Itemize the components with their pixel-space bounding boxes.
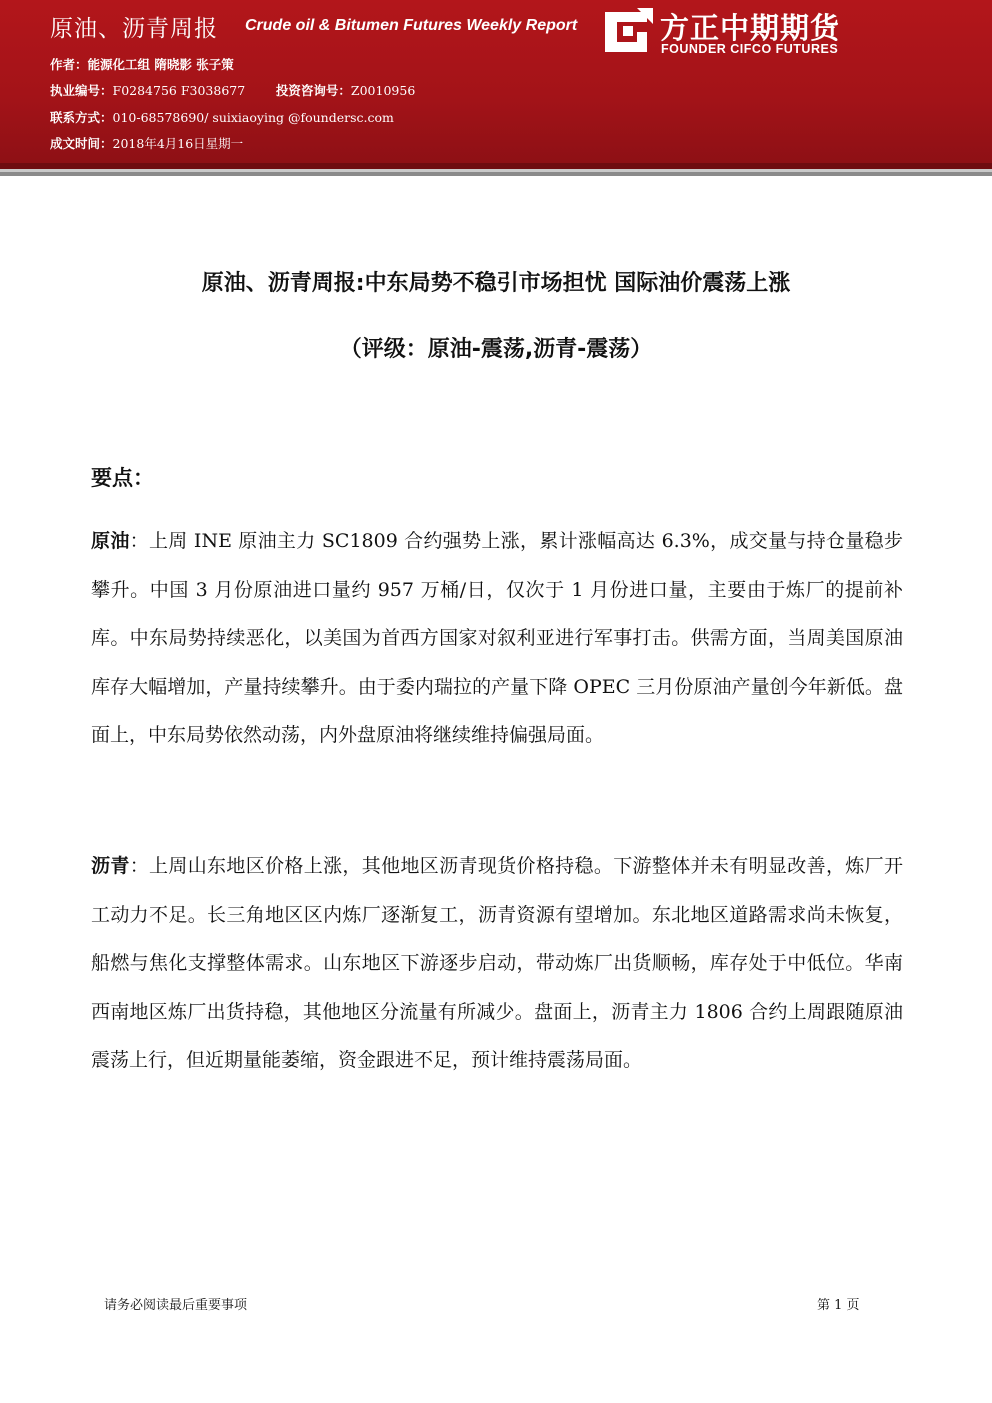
advisory-number: Z0010956 <box>350 83 416 98</box>
author-label: 作者： <box>50 57 88 72</box>
page-number: 第 1 页 <box>817 1298 860 1313</box>
advisory-label: 投资咨询号： <box>275 83 351 98</box>
crude-oil-text: ：上周 INE 原油主力 SC1809 合约强势上涨，累计涨幅高达 6.3%，成交量与持仓量稳步攀升。中国 3 月份原油进口量约 957 万桶/日，仅次于 1 月份进口量，主要由于炼厂的提前补库。中东局势持续恶化，以美国为首西方国家对叙利亚进行军事打击。供需方面，当周美国原油库存大幅增加，产量持续攀升。由于委内瑞拉的产量下降 OPEC 三月份原油产量创今年新低。盘面上，中东局势依然动荡，内外盘原油将继续维持偏强局面。 <box>91 530 903 747</box>
logo-name-english: FOUNDER CIFCO FUTURES <box>661 42 839 56</box>
contact-label: 联系方式： <box>50 110 113 125</box>
license-line <box>50 81 415 99</box>
bitumen-lead: 沥青 <box>91 855 130 877</box>
rating-line: （评级：原油-震荡,沥青-震荡） <box>339 337 653 362</box>
bitumen-paragraph <box>91 842 903 1085</box>
license-numbers: F0284756 F3038677 <box>112 83 246 98</box>
founder-logo-icon <box>603 8 653 54</box>
report-header-banner <box>0 0 992 163</box>
bitumen-text: ：上周山东地区价格上涨，其他地区沥青现货价格持稳。下游整体并未有明显改善，炼厂开工动力不足。长三角地区区内炼厂逐渐复工，沥青资源有望增加。东北地区道路需求尚未恢复，船燃与焦化支撑整体需求。山东地区下游逐步启动，带动炼厂出货顺畅，库存处于中低位。华南西南地区炼厂出货持稳，其他地区分流量有所减少。盘面上，沥青主力 1806 合约上周跟随原油震荡上行，但近期量能萎缩，资金跟进不足，预计维持震荡局面。 <box>91 855 903 1072</box>
author-line <box>50 55 234 73</box>
contact-info: 010-68578690/ suixiaoying @foundersc.com <box>112 110 394 125</box>
footer-disclaimer-note: 请务必阅读最后重要事项 <box>104 1298 248 1313</box>
document-headline: 原油、沥青周报:中东局势不稳引市场担忧 国际油价震荡上涨 <box>201 271 791 296</box>
license-label: 执业编号： <box>50 83 113 98</box>
report-date: 2018年4月16日星期一 <box>112 136 244 151</box>
logo-name-chinese: 方正中期期货 <box>660 11 841 45</box>
date-line <box>50 134 243 152</box>
crude-oil-paragraph <box>91 517 903 760</box>
crude-oil-lead: 原油 <box>91 530 130 552</box>
report-title-english: Crude oil & Bitumen Futures Weekly Report <box>245 17 578 34</box>
contact-line <box>50 108 394 126</box>
key-points-heading: 要点： <box>91 466 154 490</box>
author-names: 能源化工组 隋晓影 张子策 <box>87 57 234 72</box>
report-title: 原油、沥青周报 <box>50 16 218 42</box>
date-label: 成文时间： <box>50 136 113 151</box>
company-logo <box>603 6 873 60</box>
banner-divider-gray <box>0 172 992 176</box>
